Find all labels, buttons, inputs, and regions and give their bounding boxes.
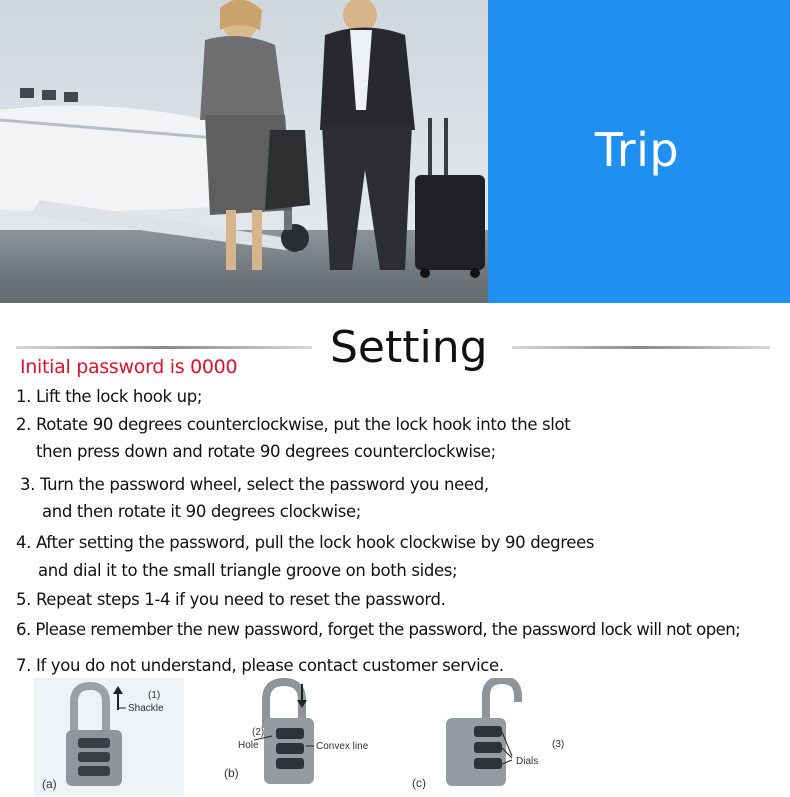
diagram-c-label: Dials: [516, 756, 539, 767]
diagram-c-step: (3): [552, 739, 565, 750]
diagram-b-convex-label: Convex line: [316, 741, 369, 752]
diagram-c: [404, 678, 584, 796]
step-4: 4. After setting the password, pull the lock hook clockwise by 90 degrees: [16, 533, 595, 552]
diagram-c-caption: (c): [412, 776, 426, 790]
diagram-a: [34, 678, 184, 796]
diagram-b: [214, 678, 384, 796]
lock-rotate-illustration: [214, 678, 384, 796]
step-2: 2. Rotate 90 degrees counterclockwise, put the lock hook into the slot: [16, 415, 571, 434]
step-5: 5. Repeat steps 1-4 if you need to reset the password.: [16, 590, 446, 609]
lock-shackle-up-illustration: [34, 678, 184, 796]
step-3: 3. Turn the password wheel, select the password you need,: [20, 475, 489, 494]
diagram-a-step: (1): [148, 690, 161, 701]
diagram-b-hole-label: Hole: [238, 740, 259, 751]
trip-banner: [488, 0, 790, 303]
heading-rule-right: [512, 346, 770, 349]
airport-scene-illustration: [0, 0, 488, 303]
step-6: 6. Please remember the new password, forget the password, the password lock will not open;: [16, 620, 741, 639]
diagram-b-caption: (b): [224, 766, 239, 780]
diagram-a-caption: (a): [42, 777, 57, 791]
heading-rule-left: [16, 346, 312, 349]
lock-dials-illustration: [404, 678, 584, 796]
setting-heading: Setting: [330, 322, 488, 373]
step-3-continued: and then rotate it 90 degrees clockwise;: [42, 502, 361, 521]
step-7: 7. If you do not understand, please contact customer service.: [16, 656, 504, 675]
diagram-b-step: (2): [252, 727, 265, 738]
step-1: 1. Lift the lock hook up;: [16, 387, 203, 406]
step-2-continued: then press down and rotate 90 degrees counterclockwise;: [36, 442, 496, 461]
initial-password-note: Initial password is 0000: [20, 356, 238, 378]
diagram-a-label: Shackle: [128, 703, 164, 714]
travel-photo: [0, 0, 488, 303]
trip-title: Trip: [594, 122, 680, 177]
step-4-continued: and dial it to the small triangle groove on both sides;: [38, 561, 458, 580]
